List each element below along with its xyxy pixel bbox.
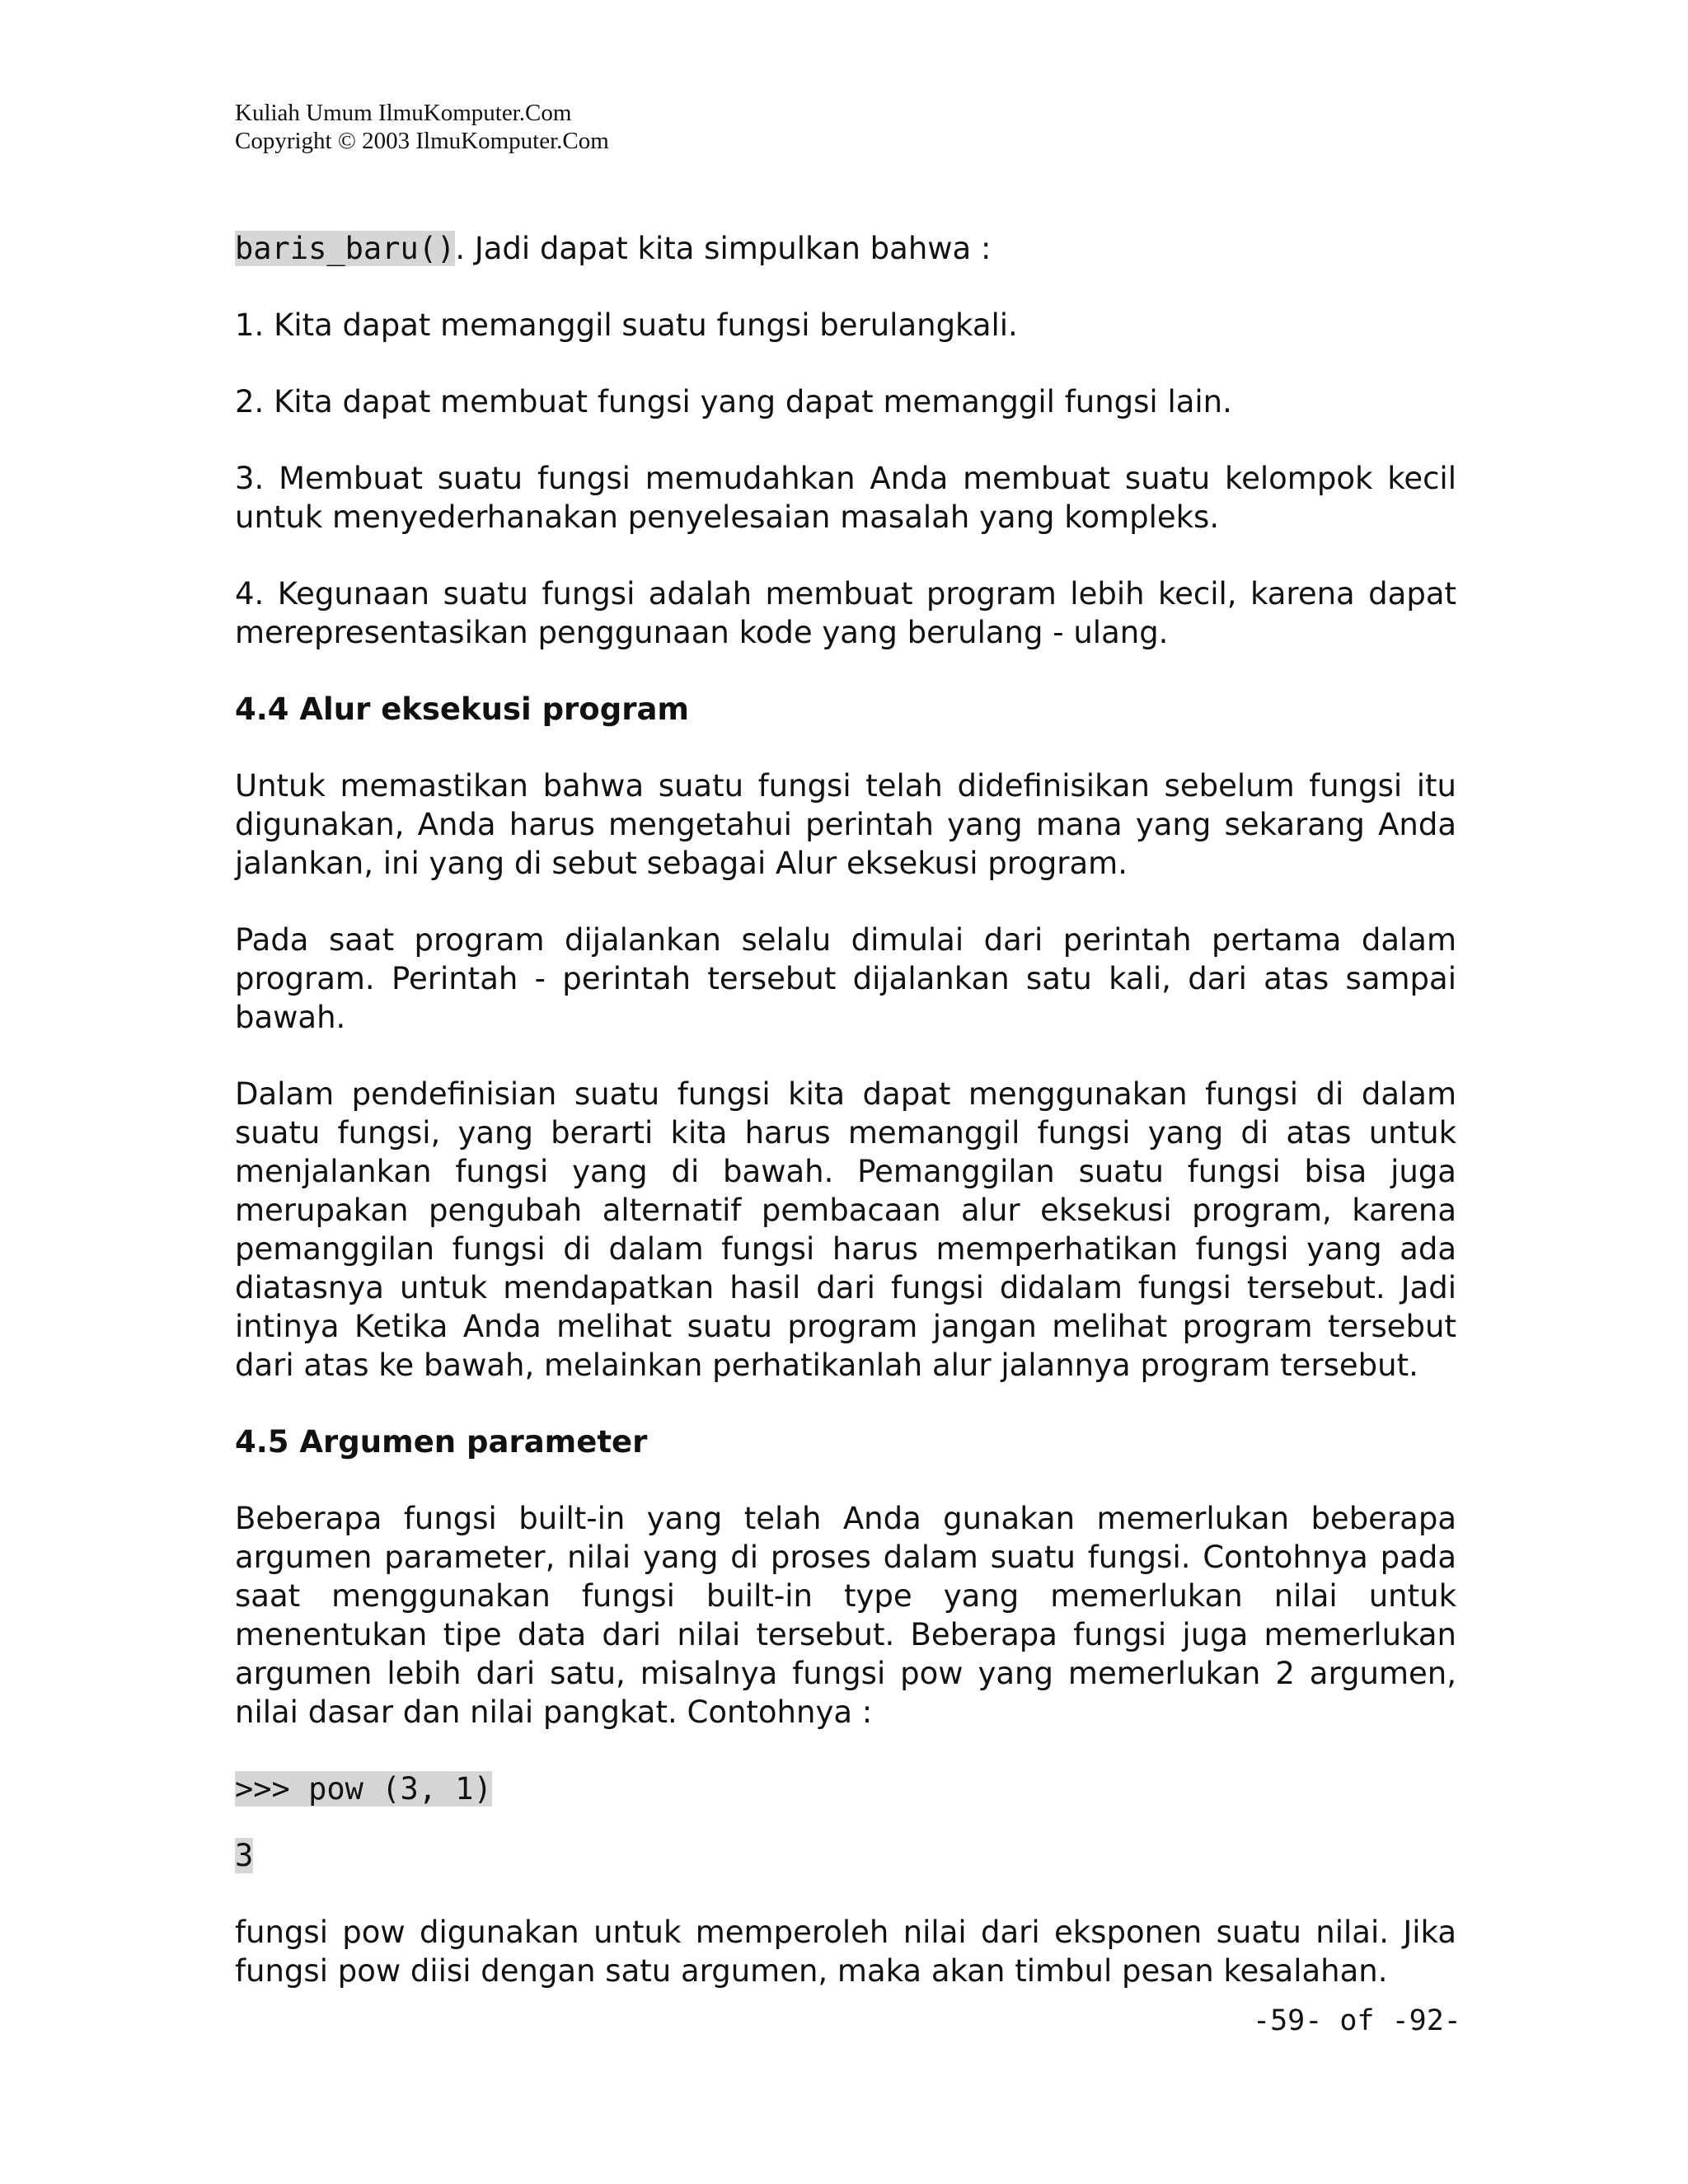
paragraph-alur-3: Dalam pendefinisian suatu fungsi kita dapat menggunakan fungsi di dalam suatu fungsi, yang berarti kita harus memanggil fungsi yang di atas untuk menjalankan fungsi yang di bawah. Pemanggilan suatu fungsi bisa juga merupakan pengubah alternatif pembacaan alur eksekusi program, karena pemanggilan fungsi di dalam fungsi harus memperhatikan fungsi yang ada diatasnya untuk mendapatkan hasil dari fungsi didalam fungsi tersebut. Jadi intinya Ketika Anda melihat suatu program jangan melihat program tersebut dari atas ke bawah, melainkan perhatikanlah alur jalannya program tersebut.: [235, 1076, 1456, 1383]
paragraph-alur-2: Pada saat program dijalankan selalu dimulai dari perintah pertama dalam program. Perintah - perintah tersebut dijalankan satu kali, dari atas sampai bawah.: [235, 922, 1456, 1035]
inline-code: baris_baru(): [235, 231, 456, 266]
paragraph-alur-1: Untuk memastikan bahwa suatu fungsi telah didefinisikan sebelum fungsi itu digunakan, Anda harus mengetahui perintah yang mana yang sekarang Anda jalankan, ini yang di sebut sebagai Alur eksekusi program.: [235, 768, 1456, 881]
section-heading-4-4: 4.4 Alur eksekusi program: [235, 691, 689, 727]
paragraph-argumen: Beberapa fungsi built-in yang telah Anda gunakan memerlukan beberapa argumen parameter, nilai yang di proses dalam suatu fungsi. Contohnya pada saat menggunakan fungsi built-in type yang memerlukan nilai untuk menentukan tipe data dari nilai tersebut. Beberapa fungsi juga memerlukan argumen lebih dari satu, misalnya fungsi pow yang memerlukan 2 argumen, nilai dasar dan nilai pangkat. Contohnya :: [235, 1501, 1456, 1730]
paragraph-closing: fungsi pow digunakan untuk memperoleh nilai dari eksponen suatu nilai. Jika fungsi pow diisi dengan satu argumen, maka akan timbul pesan kesalahan.: [235, 1915, 1456, 1989]
intro-text: . Jadi dapat kita simpulkan bahwa :: [455, 231, 992, 266]
page-content: [235, 229, 1456, 2028]
header-line-1: Kuliah Umum IlmuKomputer.Com: [235, 100, 572, 126]
code-output: 3: [235, 1838, 254, 1873]
header-line-2: Copyright © 2003 IlmuKomputer.Com: [235, 128, 609, 154]
list-item-2: 2. Kita dapat membuat fungsi yang dapat memanggil fungsi lain.: [235, 384, 1232, 419]
code-input-line: [235, 1769, 1456, 1808]
list-item-1: 1. Kita dapat memanggil suatu fungsi berulangkali.: [235, 307, 1018, 343]
code-output-line: [235, 1836, 1456, 1875]
code-input: >>> pow (3, 1): [235, 1771, 492, 1807]
page-header: [235, 99, 609, 155]
page-number: -59- of -92-: [1253, 2004, 1461, 2037]
list-item-4: 4. Kegunaan suatu fungsi adalah membuat program lebih kecil, karena dapat merepresentasikan penggunaan kode yang berulang - ulang.: [235, 576, 1456, 650]
list-item-3: 3. Membuat suatu fungsi memudahkan Anda membuat suatu kelompok kecil untuk menyederhanakan penyelesaian masalah yang kompleks.: [235, 461, 1456, 535]
section-heading-4-5: 4.5 Argumen parameter: [235, 1424, 648, 1460]
intro-paragraph: [235, 229, 1456, 268]
